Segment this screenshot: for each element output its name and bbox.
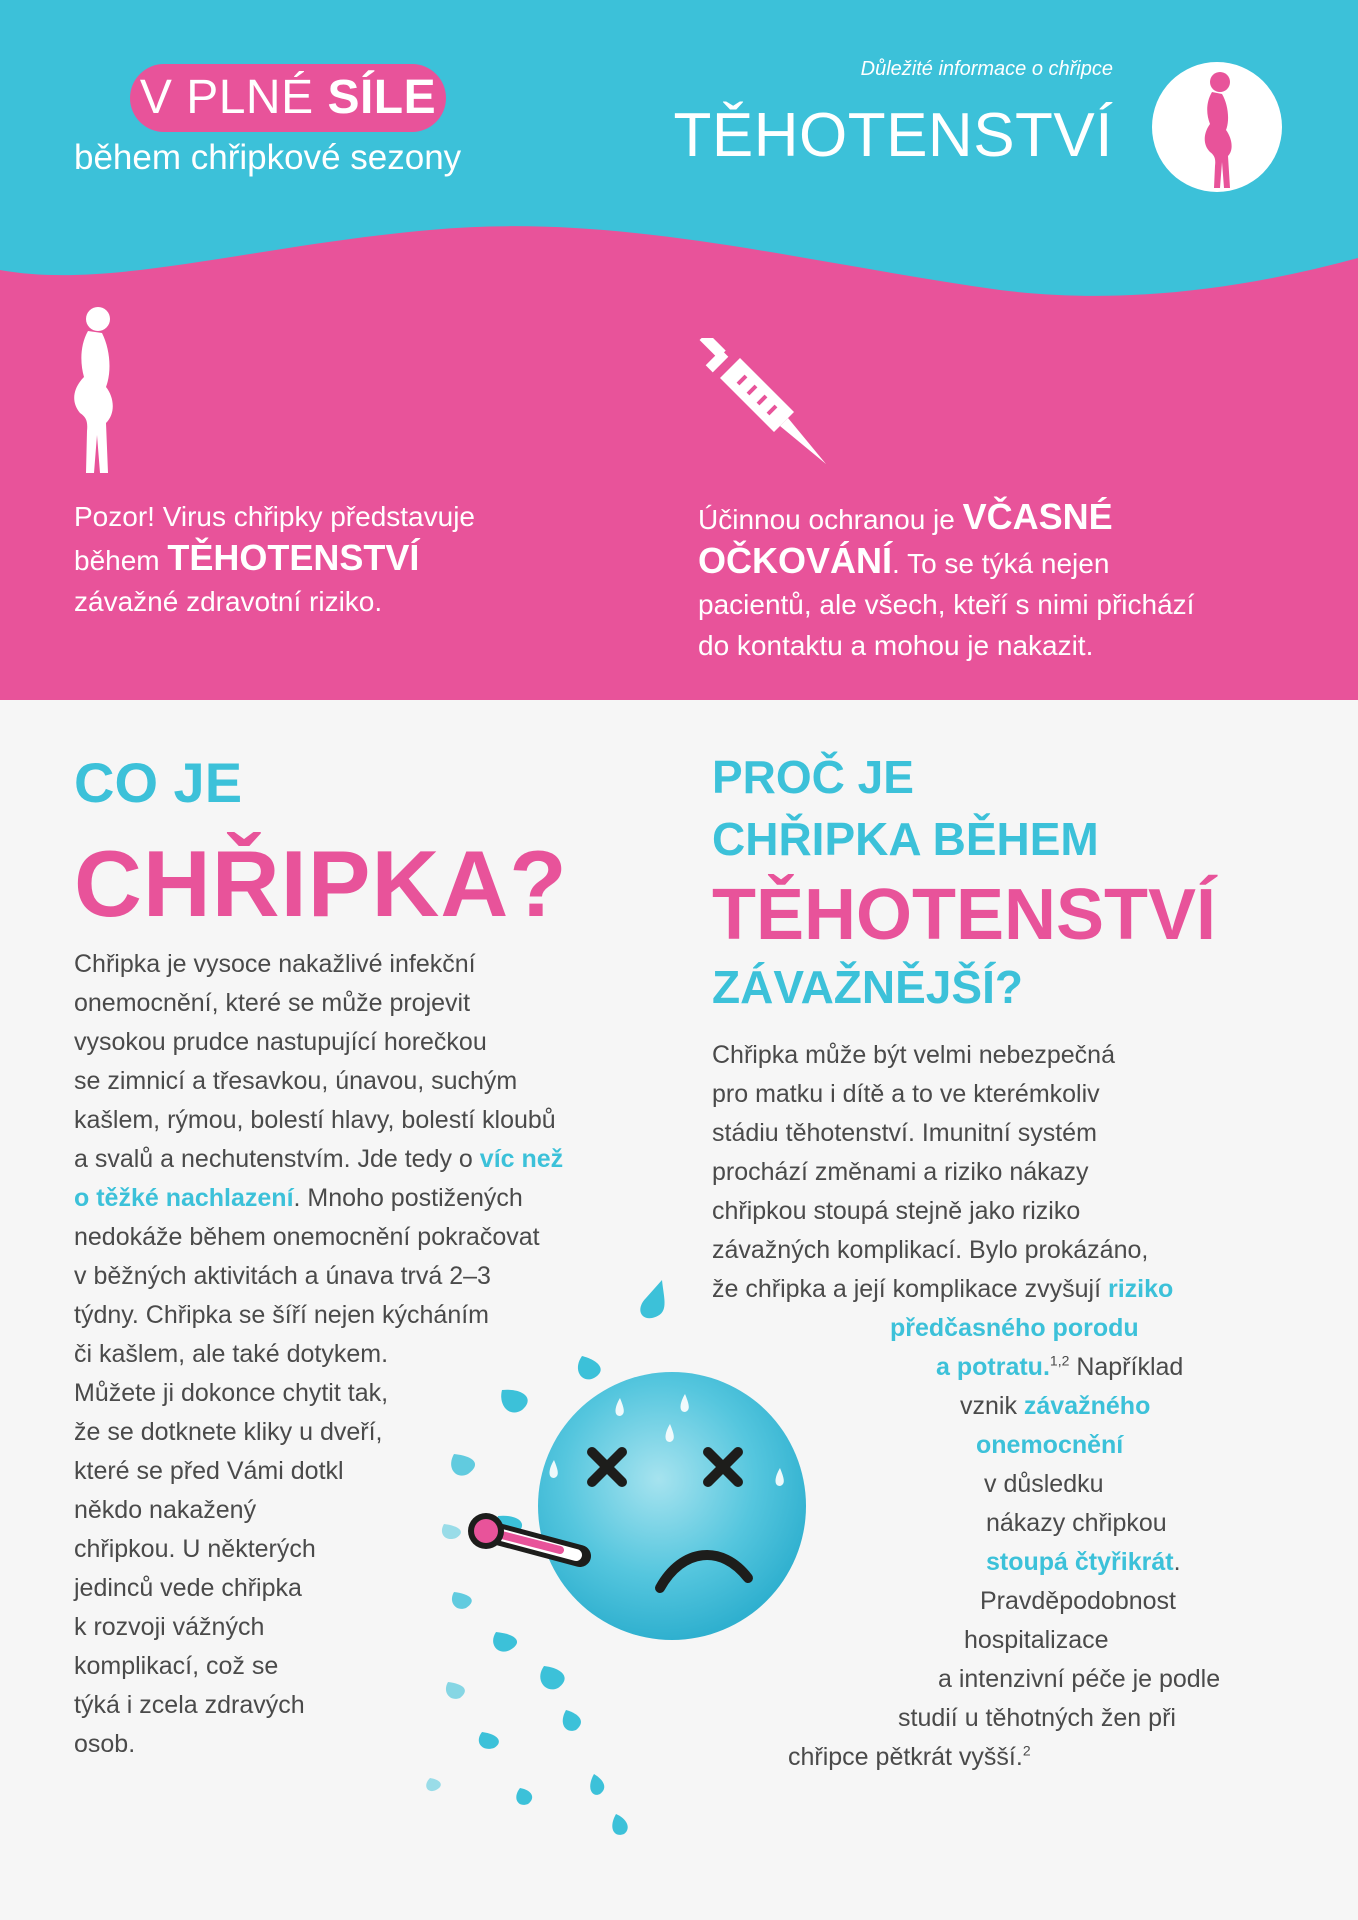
- text-line: chřipkou. U některých: [74, 1535, 316, 1563]
- pregnancy-risk-text: [712, 1036, 1220, 1777]
- text-line: které se před Vámi dotkl: [74, 1457, 344, 1485]
- text-line: vznik: [960, 1392, 1024, 1420]
- highlight-text: riziko: [1107, 1275, 1174, 1303]
- text-line: chřipce pětkrát vyšší.: [788, 1743, 1023, 1771]
- text-line: kašlem, rýmou, bolestí hlavy, bolestí kloubů: [74, 1106, 556, 1134]
- warning-line-2a: během: [74, 545, 168, 576]
- left-heading-small: CO JE: [74, 751, 243, 814]
- pregnant-woman-icon: [1152, 62, 1282, 192]
- protection-line-4: do kontaktu a mohou je nakazit.: [698, 630, 1094, 661]
- protection-text: [698, 496, 1194, 666]
- text-line: Pravděpodobnost: [980, 1587, 1176, 1615]
- text-line: závažných komplikací. Bylo prokázáno,: [712, 1236, 1149, 1264]
- warning-line-1: Pozor! Virus chřipky představuje: [74, 501, 475, 532]
- left-heading-big: CHŘIPKA?: [74, 831, 568, 936]
- campaign-badge: [130, 64, 446, 132]
- text-line: a svalů a nechutenstvím. Jde tedy o: [74, 1145, 480, 1173]
- protection-line-1a: Účinnou ochranou je: [698, 504, 963, 535]
- highlight-text: a potratu.: [936, 1353, 1050, 1381]
- right-heading-line-4: ZÁVAŽNĚJŠÍ?: [712, 961, 1023, 1013]
- badge-text-a: V PLNÉ: [139, 71, 328, 124]
- flu-description: [74, 945, 563, 1764]
- highlight-text: onemocnění: [976, 1431, 1124, 1459]
- text-line: v důsledku: [984, 1470, 1104, 1498]
- text-line: nedokáže během onemocnění pokračovat: [74, 1223, 540, 1251]
- pregnant-woman-icon: [62, 305, 132, 475]
- text-line: v běžných aktivitách a únava trvá 2–3: [74, 1262, 491, 1290]
- highlight-text: stoupá čtyřikrát: [986, 1548, 1174, 1576]
- header-badge-circle: [1152, 62, 1282, 192]
- syringe-icon: [694, 338, 834, 468]
- text-line: Můžete ji dokonce chytit tak,: [74, 1379, 389, 1407]
- protection-emphasis-2: OČKOVÁNÍ: [698, 540, 893, 581]
- text-line: a intenzivní péče je podle: [938, 1665, 1221, 1693]
- text-line: týká i zcela zdravých: [74, 1691, 305, 1719]
- text-line: chřipkou stoupá stejně jako riziko: [712, 1197, 1081, 1225]
- highlight-text: o těžké nachlazení: [74, 1184, 294, 1212]
- header-title: TĚHOTENSTVÍ: [673, 101, 1113, 170]
- text-line: studií u těhotných žen při: [898, 1704, 1176, 1732]
- text-line: vysokou prudce nastupující horečkou: [74, 1028, 487, 1056]
- text-line: že se dotknete kliky u dveří,: [74, 1418, 383, 1446]
- text-line: onemocnění, které se může projevit: [74, 989, 471, 1017]
- highlight-text: víc než: [479, 1145, 564, 1173]
- highlight-text: závažného: [1023, 1392, 1151, 1420]
- protection-line-2a: . To se týká nejen: [892, 548, 1110, 579]
- text-line: hospitalizace: [964, 1626, 1109, 1654]
- text-line: stádiu těhotenství. Imunitní systém: [712, 1119, 1097, 1147]
- text-line: že chřipka a její komplikace zvyšují: [712, 1275, 1108, 1303]
- text-line: k rozvoji vážných: [74, 1613, 265, 1641]
- text-line: pro matku i dítě a to ve kterémkoliv: [712, 1080, 1100, 1108]
- warning-line-3: závažné zdravotní riziko.: [74, 586, 383, 617]
- right-heading-big: TĚHOTENSTVÍ: [712, 875, 1217, 955]
- text-line: komplikací, což se: [74, 1652, 279, 1680]
- right-heading-line-1: PROČ JE: [712, 751, 914, 803]
- header-kicker: Důležité informace o chřipce: [860, 58, 1113, 80]
- warning-text: [74, 496, 475, 622]
- text-line: se zimnicí a třesavkou, únavou, suchým: [74, 1067, 518, 1095]
- text-line: Chřipka může být velmi nebezpečná: [712, 1041, 1115, 1069]
- text-line: nákazy chřipkou: [986, 1509, 1167, 1537]
- protection-emphasis-1: VČASNÉ: [962, 496, 1113, 537]
- text-line: prochází změnami a riziko nákazy: [712, 1158, 1089, 1186]
- footnote-ref: 1,2: [1049, 1352, 1070, 1369]
- text-line: někdo nakažený: [74, 1496, 257, 1524]
- badge-text-b: SÍLE: [327, 71, 437, 124]
- text-line: Například: [1069, 1353, 1184, 1381]
- text-line: jedinců vede chřipka: [74, 1574, 302, 1602]
- text-line: týdny. Chřipka se šíří nejen kýcháním: [74, 1301, 489, 1329]
- campaign-subtitle: během chřipkové sezony: [74, 138, 462, 177]
- protection-line-3: pacientů, ale všech, kteří s nimi přichází: [698, 589, 1195, 620]
- text-line: osob.: [74, 1730, 136, 1758]
- warning-emphasis: TĚHOTENSTVÍ: [167, 537, 420, 578]
- footnote-ref: 2: [1022, 1742, 1031, 1759]
- text-line: či kašlem, ale také dotykem.: [74, 1340, 389, 1368]
- text-line: Chřipka je vysoce nakažlivé infekční: [74, 950, 476, 978]
- text-line: .: [1173, 1548, 1181, 1576]
- highlight-text: předčasného porodu: [890, 1314, 1139, 1342]
- right-heading-line-2: CHŘIPKA BĚHEM: [712, 813, 1099, 865]
- text-line: . Mnoho postižených: [293, 1184, 523, 1212]
